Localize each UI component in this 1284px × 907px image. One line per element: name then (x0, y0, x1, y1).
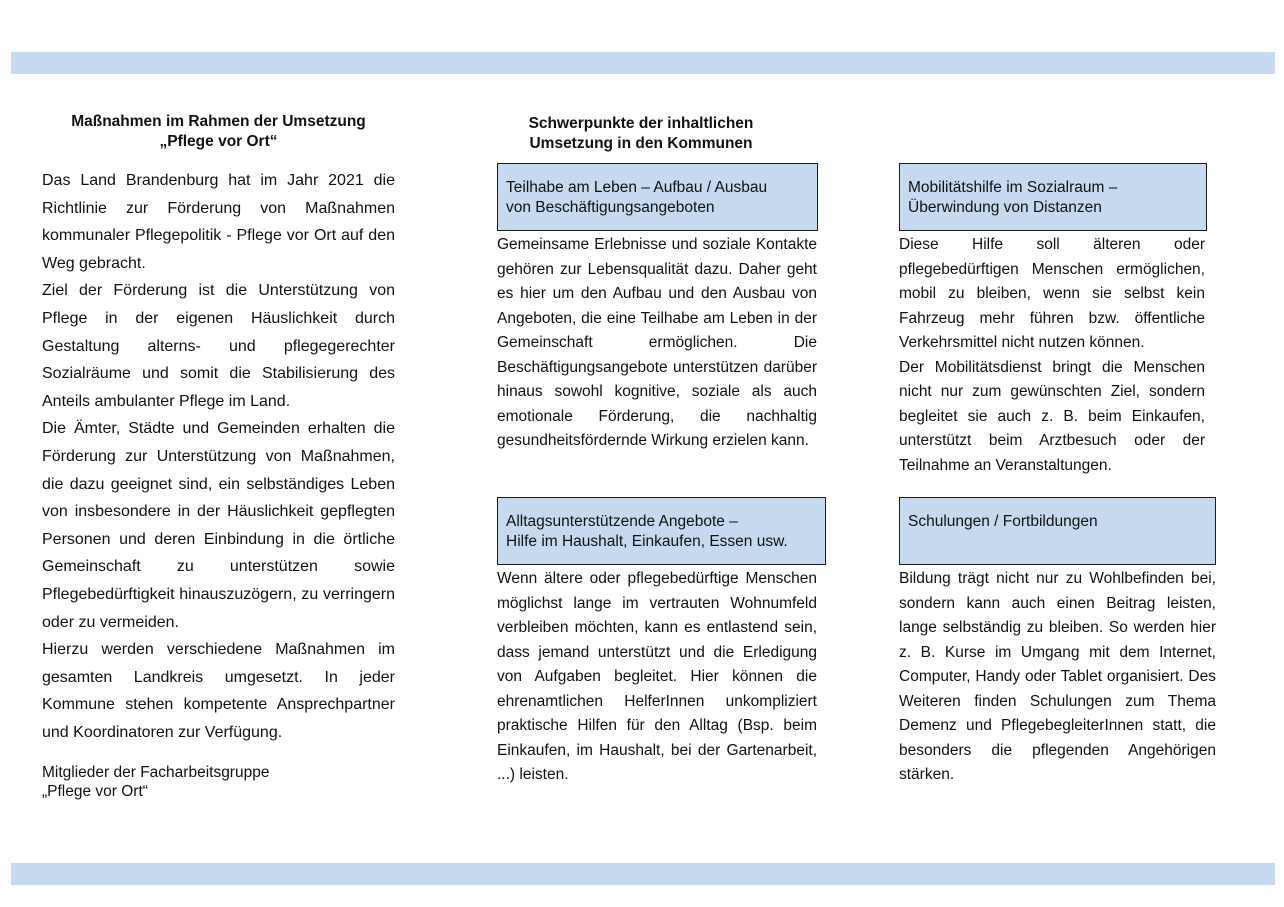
middle-column-title (497, 114, 785, 154)
mobility-heading-box (899, 163, 1207, 231)
participation-heading-line1: Teilhabe am Leben – Aufbau / Ausbau (506, 179, 768, 196)
left-column-title (42, 112, 395, 152)
left-title-line1: Maßnahmen im Rahmen der Umsetzung (71, 113, 366, 130)
left-column-body (42, 167, 395, 746)
everyday-support-heading-line2: Hilfe im Haushalt, Einkaufen, Essen usw. (506, 533, 788, 550)
left-title-line2: „Pflege vor Ort“ (159, 133, 278, 150)
everyday-support-text: Wenn ältere oder pflegebedürftige Menschen möglichst lange im vertrauten Wohnumfeld verbleiben möchten, kann es entlastend sein, dass jemand unterstützt und die Erledigung von Aufgaben begleitet. Hier können die ehrenamtlichen HelferInnen unkompliziert praktische Hilfen für den Alltag (Bsp. beim Einkaufen, im Haushalt, bei der Gartenarbeit, ...) leisten. (497, 570, 817, 783)
training-heading-line1: Schulungen / Fortbildungen (908, 513, 1098, 530)
middle-title-line2: Umsetzung in den Kommunen (529, 135, 753, 152)
middle-title-line1: Schwerpunkte der inhaltlichen (528, 115, 754, 132)
participation-heading-box (497, 163, 818, 231)
goal-paragraph: Ziel der Förderung ist die Unterstützung von Pflege in der eigenen Häuslichkeit durch Gestaltung alterns- und pflegegerechter Sozialräume und somit die Stabilisierung des Anteils ambulanter Pflege im Land. (42, 282, 395, 410)
mobility-heading-line1: Mobilitätshilfe im Sozialraum – (908, 179, 1118, 196)
measures-paragraph: Hierzu werden verschiedene Maßnahmen im gesamten Landkreis umgesetzt. In jeder Kommune stehen kompetente Ansprechpartner und Koordinatoren zur Verfügung. (42, 641, 395, 741)
participation-text: Gemeinsame Erlebnisse und soziale Kontakte gehören zur Lebensqualität dazu. Daher geht es hier um den Aufbau und den Ausbau von Angeboten, die eine Teilhabe am Leben in der Gemeinschaft ermöglichen. Die Beschäftigungsangebote unterstützen darüber hinaus sowohl kognitive, soziale als auch emotionale Förderung, die nachhaltig gesundheitsfördernde Wirkung erzielen kann. (497, 236, 817, 449)
mobility-text-part1: Diese Hilfe soll älteren oder pflegebedürftigen Menschen ermöglichen, mobil zu bleiben, wenn sie selbst kein Fahrzeug mehr führen bzw. öffentliche Verkehrsmittel nicht nutzen können. (899, 236, 1205, 351)
mobility-text (899, 233, 1205, 478)
signature-line1: Mitglieder der Facharbeitsgruppe (42, 764, 270, 781)
signature (42, 763, 269, 801)
training-heading-box (899, 497, 1216, 565)
participation-heading-line2: von Beschäftigungsangeboten (506, 199, 715, 216)
training-text: Bildung trägt nicht nur zu Wohlbefinden bei, sondern kann auch einen Beitrag leisten, lange selbständig zu bleiben. So werden hier z. B. Kurse im Umgang mit dem Internet, Computer, Handy oder Tablet organisiert. Des Weiteren finden Schulungen zum Thema Demenz und PflegebegleiterInnen statt, die besonders die pflegenden Angehörigen stärken. (899, 570, 1216, 783)
intro-paragraph: Das Land Brandenburg hat im Jahr 2021 die Richtlinie zur Förderung von Maßnahmen kommunaler Pflegepolitik - Pflege vor Ort auf den Weg gebracht. (42, 172, 395, 272)
mobility-text-part2: Der Mobilitätsdienst bringt die Menschen nicht nur zum gewünschten Ziel, sondern begleitet sie auch z. B. beim Einkaufen, unterstützt beim Arztbesuch oder der Teilnahme an Veranstaltungen. (899, 358, 1205, 474)
funding-paragraph: Die Ämter, Städte und Gemeinden erhalten die Förderung zur Unterstützung von Maßnahmen, die dazu geeignet sind, ein selbständiges Leben von insbesondere in der Häuslichkeit gepflegten Personen und deren Einbindung in die örtliche Gemeinschaft zu unterstützen sowie Pflegebedürftigkeit hinauszuzögern, zu verringern oder zu vermeiden. (42, 420, 395, 631)
everyday-support-heading-line1: Alltagsunterstützende Angebote – (506, 513, 738, 530)
everyday-support-heading-box (497, 497, 826, 565)
mobility-heading-line2: Überwindung von Distanzen (908, 199, 1102, 216)
signature-line2: „Pflege vor Ort“ (42, 783, 148, 800)
top-decor-band (11, 52, 1275, 74)
bottom-decor-band (11, 863, 1275, 885)
